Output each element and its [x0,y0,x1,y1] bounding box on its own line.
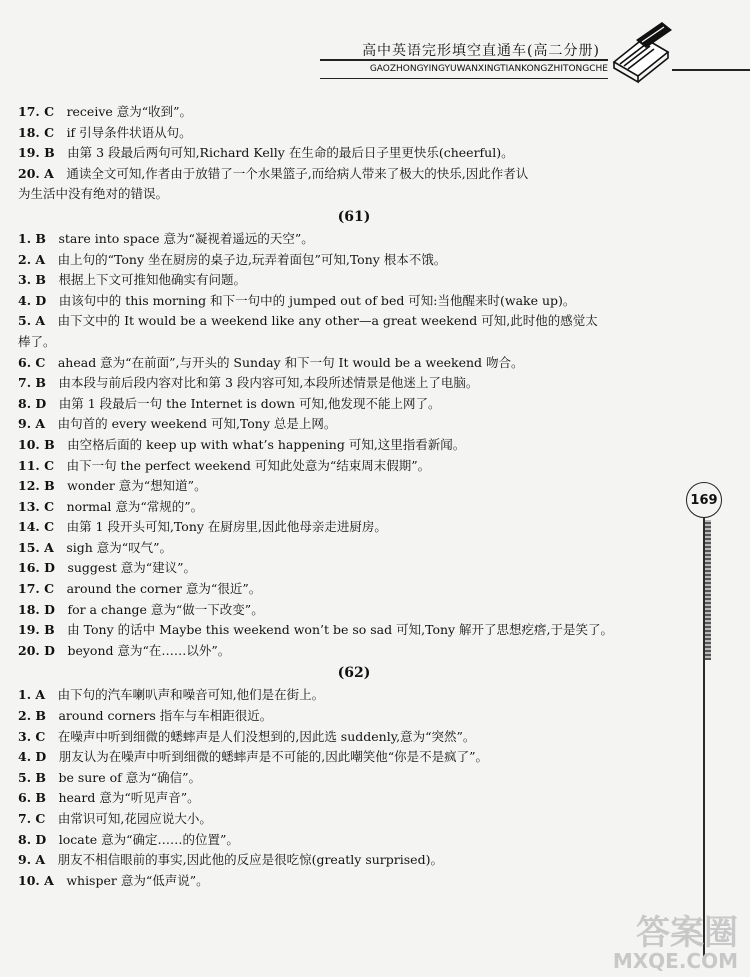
answer-line [18,809,690,830]
answer-line [18,830,690,851]
answer-key: 16. D [18,560,55,576]
answer-key: 1. B [18,230,46,246]
answer-explanation: 棒了。 [18,333,56,349]
answer-key: 5. B [18,769,46,785]
answer-line [18,497,690,518]
answer-key: 3. B [18,272,46,288]
answer-explanation: 由空格后面的 keep up with what’s happening 可知,这里指看新闻。 [67,436,466,452]
answer-line [18,600,690,621]
answer-line [18,291,690,312]
watermark-text: 答案圈 [636,913,738,953]
answer-explanation: sigh 意为“叹气”。 [66,539,173,555]
answer-line [18,270,690,291]
answer-key: 19. B [18,145,55,161]
answer-line [18,620,690,641]
answer-line [18,143,690,164]
answer-key: 2. B [18,708,46,724]
answer-line [18,250,690,271]
answer-explanation: 朋友认为在噪声中听到细微的蟋蟀声是不可能的,因此嘲笑他“你是不是疯了”。 [58,749,489,765]
answer-explanation: 由本段与前后段内容对比和第 3 段内容可知,本段所述情景是他迷上了电脑。 [58,375,479,391]
book-icon [606,18,676,88]
answer-key: 19. B [18,622,55,638]
answer-line [18,538,690,559]
answer-explanation: heard 意为“听见声音”。 [58,790,200,806]
answer-explanation: 由该句中的 this morning 和下一句中的 jumped out of bed 可知:当他醒来时(wake up)。 [58,292,576,308]
answer-key: 8. D [18,831,47,847]
answer-line [18,311,690,332]
answer-line [18,747,690,768]
answer-line [18,727,690,748]
side-band [705,520,711,660]
answer-key: 10. B [18,436,55,452]
answer-key: 8. D [18,395,47,411]
answer-explanation: receive 意为“收到”。 [66,104,193,119]
answer-key: 20. A [18,165,54,181]
answer-line [18,476,690,497]
answer-explanation: 由第 1 段开头可知,Tony 在厨房里,因此他母亲走进厨房。 [66,519,387,535]
answer-line [18,184,690,205]
answer-line [18,685,690,706]
answer-explanation: ahead 意为“在前面”,与开头的 Sunday 和下一句 It would be a weekend 吻合。 [57,354,524,370]
answer-explanation: stare into space 意为“凝视着遥远的天空”。 [58,230,314,246]
answer-explanation: 由第 3 段最后两句可知,Richard Kelly 在生命的最后日子里更快乐(cheerful)。 [67,145,514,161]
answer-line [18,706,690,727]
answer-key: 5. A [18,313,46,329]
section-heading: (61) [337,208,371,225]
answer-explanation: suggest 意为“建议”。 [67,560,197,576]
answer-explanation: for a change 意为“做一下改变”。 [67,601,264,617]
answer-key: 9. A [18,852,46,868]
answer-line [18,768,690,789]
answer-line [18,164,690,185]
answer-key: 7. B [18,375,46,391]
answer-explanation: 由常识可知,花园应说大小。 [57,811,212,826]
page-header [0,0,750,90]
watermark-url: MXQE.COM [612,949,738,973]
header-rule [320,78,608,79]
answer-explanation: wonder 意为“想知道”。 [67,478,207,494]
answer-line [18,517,690,538]
answer-line [18,332,690,353]
answer-line [18,456,690,477]
answer-line [18,579,690,600]
answer-explanation: locate 意为“确定……的位置”。 [58,831,239,847]
answer-line [18,788,690,809]
answer-key: 17. C [18,581,55,597]
answer-explanation: 由上句的“Tony 坐在厨房的桌子边,玩弄着面包”可知,Tony 根本不饿。 [57,251,447,267]
answer-key: 1. A [18,687,46,703]
header-rule [672,69,750,71]
answer-explanation: 由下文中的 It would be a weekend like any other—a great weekend 可知,此时他的感觉太 [57,313,598,329]
answer-key: 20. D [18,642,55,658]
answer-explanation: 在噪声中听到细微的蟋蟀声是人们没想到的,因此选 suddenly,意为“突然”。 [57,728,476,744]
answer-line [18,353,690,374]
answer-explanation: beyond 意为“在……以外”。 [67,642,231,658]
answer-explanation: whisper 意为“低声说”。 [66,872,209,888]
answer-explanation: 为生活中没有绝对的错误。 [18,186,169,202]
book-title-pinyin: GAOZHONGYINGYUWANXINGTIANKONGZHITONGCHE [369,64,608,74]
answer-line [18,229,690,250]
answer-explanation: normal 意为“常规的”。 [66,498,204,514]
answer-key: 6. B [18,790,46,806]
answer-key: 7. C [18,811,46,826]
answer-explanation: 通读全文可知,作者由于放错了一个水果篮子,而给病人带来了极大的快乐,因此作者认 [66,165,529,181]
answer-key: 18. C [18,124,55,140]
section-heading: (62) [337,665,371,682]
answer-line [18,102,690,123]
answer-explanation: 由 Tony 的话中 Maybe this weekend won’t be so sad 可知,Tony 解开了思想疙瘩,于是笑了。 [67,622,614,638]
answer-explanation: 由下一句 the perfect weekend 可知此处意为“结束周末假期”。 [66,457,431,473]
answer-line [18,373,690,394]
answer-line [18,850,690,871]
answer-explanation: be sure of 意为“确信”。 [58,769,202,785]
answer-line [18,414,690,435]
answer-line [18,871,690,892]
answer-line [18,394,690,415]
answer-key: 15. A [18,539,54,555]
answer-line [18,558,690,579]
answer-key: 18. D [18,601,55,617]
watermark [613,915,738,971]
page-number: 169 [686,482,722,518]
answer-line [18,435,690,456]
answer-explanation: around the corner 意为“很近”。 [66,581,262,597]
answer-explanation: if 引导条件状语从句。 [66,124,192,140]
answer-explanation: 朋友不相信眼前的事实,因此他的反应是很吃惊(greatly surprised)。 [57,852,443,868]
answer-key: 2. A [18,251,46,267]
answer-line [18,123,690,144]
answer-explanation: around corners 指车与车相距很近。 [58,708,273,724]
answer-key: 10. A [18,872,54,888]
answer-key: 6. C [18,354,46,370]
answer-key: 3. C [18,728,46,744]
answer-explanation: 根据上下文可推知他确实有问题。 [58,272,246,288]
answer-key: 4. D [18,292,47,308]
answer-key: 4. D [18,749,47,765]
answer-key: 14. C [18,519,55,535]
answer-key: 11. C [18,457,55,473]
answer-line [18,641,690,662]
header-rule [320,59,608,61]
book-title: 高中英语完形填空直通车(高二分册) [362,43,600,59]
answer-key: 12. B [18,478,55,494]
answer-list [18,102,690,891]
answer-key: 13. C [18,498,55,514]
answer-explanation: 由句首的 every weekend 可知,Tony 总是上网。 [57,416,337,432]
answer-key: 9. A [18,416,46,432]
answer-key: 17. C [18,104,55,119]
answer-explanation: 由下句的汽车喇叭声和噪音可知,他们是在街上。 [57,687,325,703]
answer-explanation: 由第 1 段最后一句 the Internet is down 可知,他发现不能上网了。 [58,395,441,411]
